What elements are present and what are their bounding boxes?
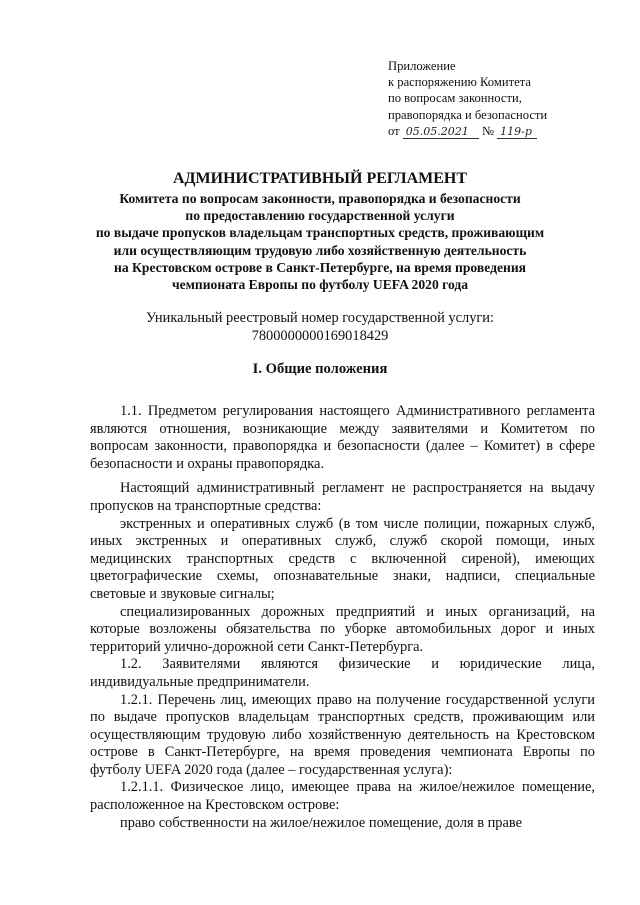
paragraph: специализированных дорожных предприятий и иных организаций, на которые возложены обязательства по уборке автомобильных дорог и иных территорий улично-дорожной сети Санкт-Петербурга. [90,603,595,655]
subtitle-line: по выдаче пропусков владельцам транспортных средств, проживающим [95,225,545,241]
appendix-line: правопорядка и безопасности [388,107,548,122]
subtitle-line: или осуществляющим трудовую либо хозяйственную деятельность [113,242,527,258]
appendix-line: Приложение [388,59,456,73]
paragraph: Настоящий административный регламент не распространяется на выдачу пропусков на транспортные средства: [90,480,595,514]
registry-block [0,310,640,345]
appendix-line: к распоряжению Комитета [388,75,531,90]
paragraph: право собственности на жилое/нежилое помещение, доля в праве [120,814,522,831]
paragraph: экстренных и оперативных служб (в том числе полиции, пожарных служб, иных экстренных и оперативных служб, служб скорой помощи, иных медицинских транспортных средств с включенной сиреной), имеющих цветографические схемы, опознавательные знаки, надписи, специальные световые и звуковые сигналы; [90,515,595,602]
document-body [90,403,595,832]
registry-label: Уникальный реестровый номер государственной услуги: [146,310,494,326]
subtitle-line: чемпионата Европы по футболу UEFA 2020 года [171,277,469,293]
paragraph: 1.1. Предметом регулирования настоящего Административного регламента являются отношения, возникающие между заявителями и Комитетом по вопросам законности, правопорядка и безопасности (далее – Комитет) в сфере безопасности и охраны правопорядка. [90,403,595,472]
page-title: АДМИНИСТРАТИВНЫЙ РЕГЛАМЕНТ [172,170,468,187]
subtitle-line: по предоставлению государственной услуги [185,208,455,224]
appendix-date-line [388,123,547,139]
page-subtitle [0,190,640,293]
from-label: от [388,123,400,138]
appendix-line: по вопросам законности, [388,91,522,106]
subtitle-line: Комитета по вопросам законности, правопорядка и безопасности [119,191,521,206]
paragraph: 1.2. Заявителями являются физические и юридические лица, индивидуальные предприниматели. [90,656,595,690]
number-label: № [481,123,494,138]
appendix-block [388,58,547,139]
handwritten-number: 119-р [497,125,537,139]
paragraph: 1.2.1.1. Физическое лицо, имеющее права на жилое/нежилое помещение, расположенное на Крестовском острове: [90,779,595,814]
handwritten-date: 05.05.2021 [403,125,479,139]
paragraph: 1.2.1. Перечень лиц, имеющих право на получение государственной услуги по выдаче пропусков владельцам транспортных средств, проживающим или осуществляющим трудовую либо хозяйственную деятельность на Крестовском острове в Санкт-Петербурге, на время проведения чемпионата Европы по футболу UEFA 2020 года (далее – государственная услуга): [90,691,595,778]
section-heading: I. Общие положения [252,361,388,377]
subtitle-line: на Крестовском острове в Санкт-Петербурге, на время проведения [114,259,526,275]
registry-number: 7800000000169018429 [251,327,389,344]
